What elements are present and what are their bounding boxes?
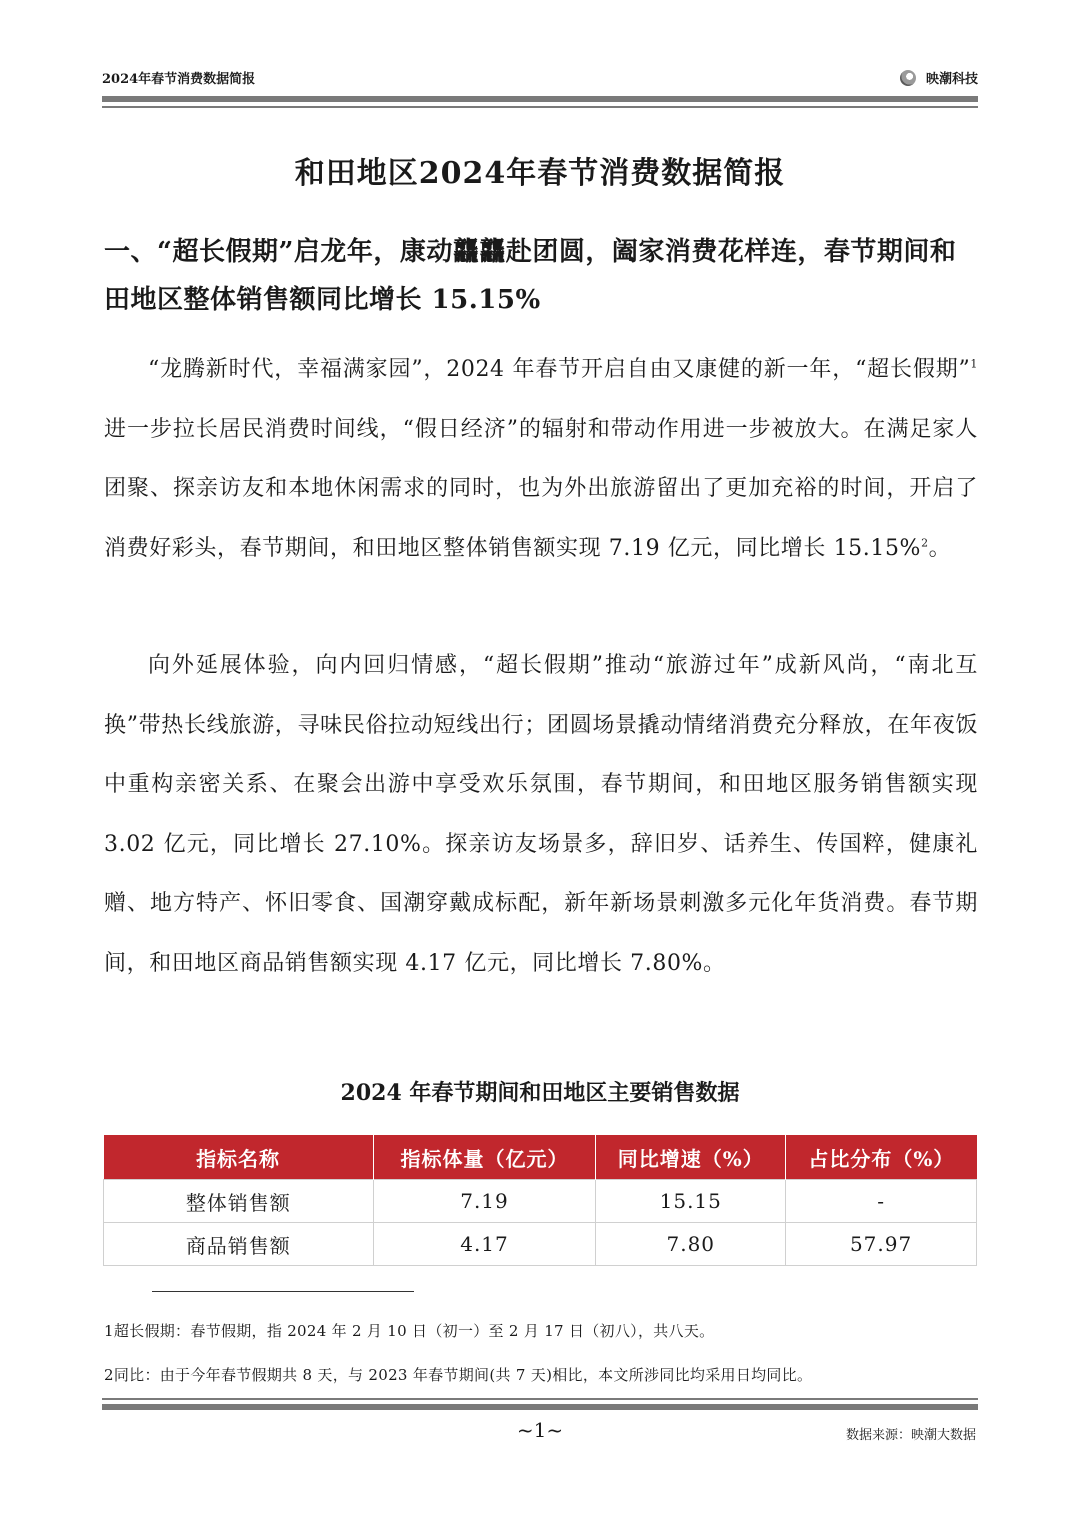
header-rule-thin [102,106,978,108]
footnote-ref-2: 2 [921,536,929,550]
table-header-row [104,1135,977,1180]
footnote-1: 1超长假期：春节假期，指 2024 年 2 月 10 日（初一）至 2 月 17 日（初八），共八天。 [104,1322,715,1340]
footnote-ref-1: 1 [970,357,978,371]
table-cell: 57.97 [786,1223,977,1266]
paragraph-2: 向外延展体验，向内回归情感，“超长假期”推动“旅游过年”成新风尚，“南北互换”带热长线旅游，寻味民俗拉动短线出行；团圆场景撬动情绪消费充分释放，在年夜饭中重构亲密关系、在聚会出游中享受欢乐氛围，春节期间，和田地区服务销售额实现 3.02 亿元，同比增长 27.10%。探亲访友场景多，辞旧岁、话养生、传国粹，健康礼赠、地方特产、怀旧零食、国潮穿戴成标配，新年新场景刺激多元化年货消费。春节期间，和田地区商品销售额实现 4.17 亿元，同比增长 7.80%。 [104,653,978,976]
header-rule-thick [102,96,978,102]
table-header-cell: 指标体量（亿元） [373,1135,596,1180]
table-cell: - [786,1180,977,1223]
table-cell: 商品销售额 [104,1223,374,1266]
footer-rule-thick [102,1404,978,1410]
table-header-cell: 同比增速（%） [596,1135,786,1180]
footer-rule-thin [102,1398,978,1400]
table-row [104,1223,977,1266]
paragraph-1-part-a: “龙腾新时代，幸福满家园”，2024 年春节开启自由又康健的新一年，“超长假期” [148,357,971,382]
table-cell: 15.15 [596,1180,786,1223]
table-header-cell: 占比分布（%） [786,1135,977,1180]
data-source: 数据来源：映潮大数据 [845,1428,976,1443]
company-logo-icon [900,70,916,86]
table-cell: 7.19 [373,1180,596,1223]
table-cell: 7.80 [596,1223,786,1266]
table-row [104,1180,977,1223]
table-header-cell: 指标名称 [104,1135,374,1180]
paragraph-1-part-b: 进一步拉长居民消费时间线，“假日经济”的辐射和带动作用进一步被放大。在满足家人团聚、探亲访友和本地休闲需求的同时，也为外出旅游留出了更加充裕的时间，开启了消费好彩头，春节期间，和田地区整体销售额实现 7.19 亿元，同比增长 15.15% [104,416,978,561]
paragraph-1-part-c: 。 [928,535,952,561]
header-company-name: 映潮科技 [925,72,978,87]
table-cell: 整体销售额 [104,1180,374,1223]
table-cell: 4.17 [373,1223,596,1266]
header-doc-title: 2024年春节消费数据简报 [102,72,256,87]
page-header [102,62,978,92]
footnote-2: 2同比：由于今年春节假期共 8 天，与 2023 年春节期间(共 7 天)相比，本文所涉同比均采用日均同比。 [104,1366,813,1384]
header-brand [900,68,978,87]
paragraph-1 [104,340,978,578]
table-title: 2024 年春节期间和田地区主要销售数据 [340,1080,740,1106]
footnote-separator [152,1291,414,1292]
section-heading: 一、“超长假期”启龙年，康动龘龘赴团圆，阖家消费花样连，春节期间和田地区整体销售额同比增长 15.15% [104,237,957,315]
page-title: 和田地区2024年春节消费数据简报 [294,156,786,191]
page-number: ~1~ [516,1418,564,1442]
sales-data-table [103,1135,977,1266]
